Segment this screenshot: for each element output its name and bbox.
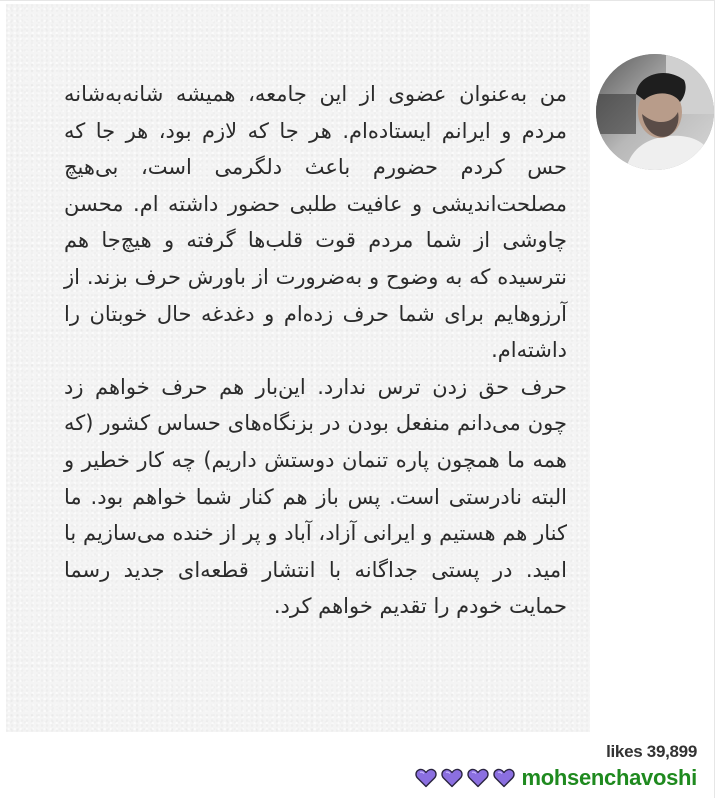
post-paragraph-2: حرف حق زدن ترس ندارد. این‌بار هم حرف خواهم زد چون می‌دانم منفعل بودن در بزنگاه‌های حساس کشور (که همه ما همچون پاره تنمان دوستش داریم) چه کار خطیر و البته نادرستی است. پس باز هم کنار شما خواهم بود. ما کنار هم هستیم و ایرانی آزاد، آباد و پر از خنده می‌سازیم با امید. در پستی جداگانه با انتشار قطعه‌ای جدید رسما حمایت خودم را تقدیم خواهم کرد. xyxy=(64,374,567,619)
caption-row xyxy=(415,765,697,791)
hearts-group xyxy=(415,768,515,788)
purple-heart-icon xyxy=(467,768,489,788)
post-text xyxy=(64,76,567,625)
purple-heart-icon xyxy=(441,768,463,788)
avatar[interactable] xyxy=(596,54,714,170)
username-link[interactable]: mohsenchavoshi xyxy=(521,765,697,790)
post-paragraph-1: من به‌عنوان عضوی از این جامعه، همیشه شانه‌به‌شانه مردم و ایرانم ایستاده‌ام. هر جا که لازم بود، هر جا که حس کردم حضورم باعث دلگرمی است، بی‌هیچ مصلحت‌اندیشی و عافیت طلبی حضور داشته ام. محسن چاوشی از شما مردم قوت قلب‌ها گرفته و هیچ‌جا هم نترسیده که به وضوح و به‌ضرورت از باورش حرف بزند. از آرزوهایم برای شما حرف زده‌ام و دغدغه حال خوبتان را داشته‌ام. xyxy=(64,82,567,363)
profile-photo-icon xyxy=(596,54,714,170)
likes-count: likes 39,899 xyxy=(606,742,697,761)
purple-heart-icon xyxy=(415,768,437,788)
purple-heart-icon xyxy=(493,768,515,788)
